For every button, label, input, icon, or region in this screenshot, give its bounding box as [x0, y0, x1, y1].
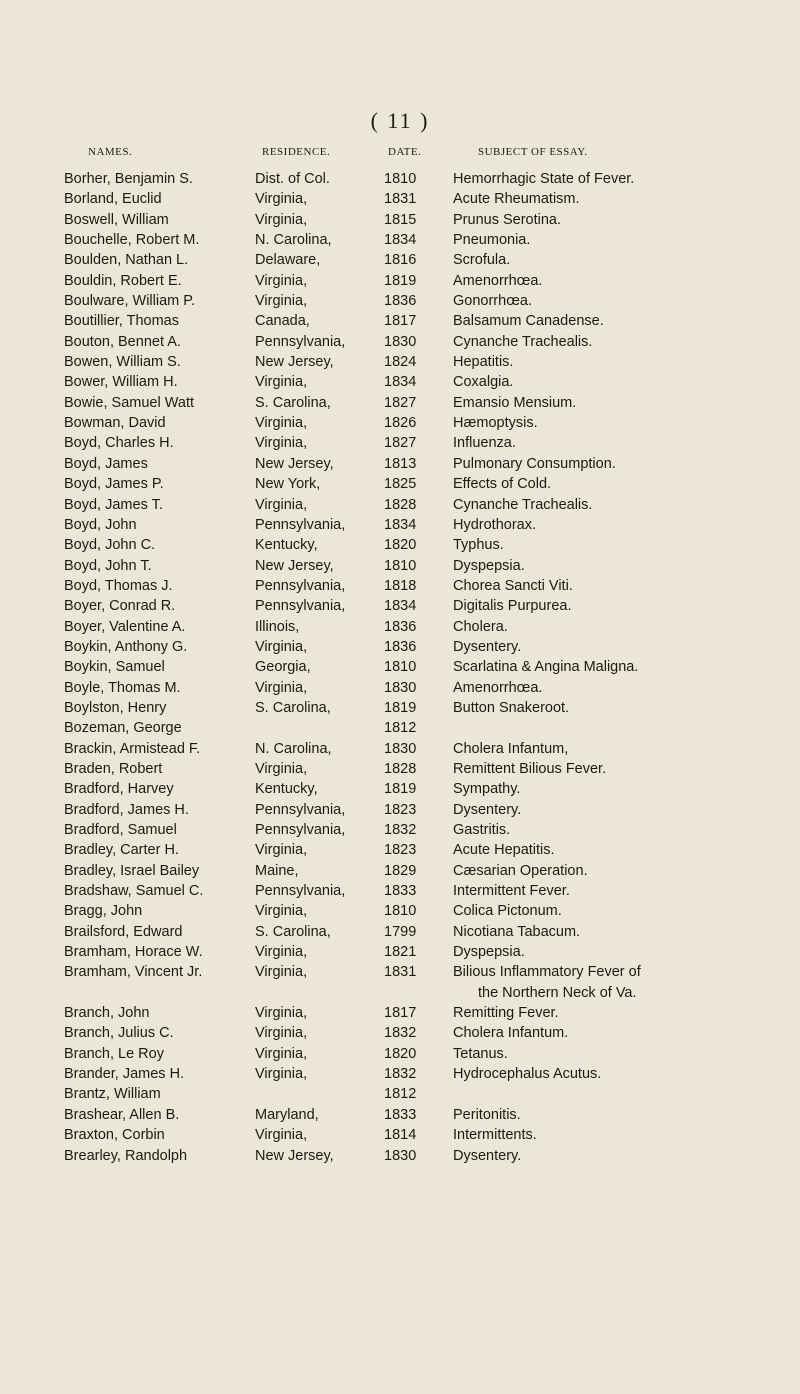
row-residence: Pennsylvania,	[255, 577, 346, 594]
row-name: Boyd, James	[64, 455, 148, 472]
row-name: Branch, Le Roy	[64, 1045, 164, 1062]
table-row	[0, 576, 800, 596]
table-row	[0, 393, 800, 413]
header-names: NAMES.	[88, 146, 133, 158]
row-date: 1832	[384, 1066, 417, 1083]
row-subject: Scarlatina & Angina Maligna.	[453, 659, 639, 676]
row-residence: N. Carolina,	[255, 232, 332, 249]
table-row	[0, 698, 800, 718]
row-residence: Virginia,	[255, 1005, 308, 1022]
row-name: Bradley, Israel Bailey	[64, 862, 200, 879]
row-date: 1831	[384, 191, 417, 208]
row-subject: Bilious Inflammatory Fever of	[453, 964, 641, 981]
row-name: Braden, Robert	[64, 760, 163, 777]
row-date: 1832	[384, 1025, 417, 1042]
row-residence: Virginia,	[255, 435, 308, 452]
row-subject: Cholera Infantum.	[453, 1025, 569, 1042]
row-residence: Kentucky,	[255, 537, 318, 554]
row-subject: Colica Pictonum.	[453, 903, 562, 920]
row-name: Borland, Euclid	[64, 191, 162, 208]
row-subject: Influenza.	[453, 435, 516, 452]
table-row	[0, 454, 800, 474]
row-subject: Typhus.	[453, 537, 504, 554]
table-row	[0, 1125, 800, 1145]
row-name: Boyer, Valentine A.	[64, 618, 186, 635]
row-subject: Hæmoptysis.	[453, 415, 538, 432]
row-residence: Virginia,	[255, 1025, 308, 1042]
table-row	[0, 922, 800, 942]
row-subject: Scrofula.	[453, 252, 511, 269]
row-date: 1828	[384, 760, 417, 777]
table-row	[0, 474, 800, 494]
table-row	[0, 1105, 800, 1125]
row-subject: Gonorrhœa.	[453, 293, 532, 310]
row-date: 1812	[384, 720, 417, 737]
row-residence: Virginia,	[255, 1127, 308, 1144]
table-row	[0, 291, 800, 311]
row-subject: Dyspepsia.	[453, 944, 525, 961]
table-row	[0, 718, 800, 738]
row-date: 1836	[384, 293, 417, 310]
row-subject: Coxalgia.	[453, 374, 514, 391]
row-subject: Balsamum Canadense.	[453, 313, 604, 330]
row-subject: Dyspepsia.	[453, 557, 525, 574]
page-number: ( 11 )	[370, 108, 430, 133]
row-residence: S. Carolina,	[255, 394, 331, 411]
row-subject: Cholera Infantum,	[453, 740, 569, 757]
row-residence: Pennsylvania,	[255, 516, 346, 533]
row-name: Brearley, Randolph	[64, 1147, 188, 1164]
row-name: Braxton, Corbin	[64, 1127, 165, 1144]
row-residence: New Jersey,	[255, 1147, 334, 1164]
row-subject: Intermittents.	[453, 1127, 537, 1144]
table-row	[0, 596, 800, 616]
row-name: Boylston, Henry	[64, 699, 167, 716]
row-date: 1830	[384, 740, 417, 757]
row-name: Bramham, Vincent Jr.	[64, 964, 203, 981]
row-subject: Hemorrhagic State of Fever.	[453, 171, 635, 187]
row-subject: Button Snakeroot.	[453, 699, 570, 716]
table-row	[0, 779, 800, 799]
row-name: Boykin, Anthony G.	[64, 638, 188, 655]
row-date: 1824	[384, 354, 417, 371]
row-residence: N. Carolina,	[255, 740, 332, 757]
row-subject: Digitalis Purpurea.	[453, 598, 572, 615]
row-subject: Intermittent Fever.	[453, 883, 570, 900]
row-subject: Peritonitis.	[453, 1106, 521, 1123]
table-row	[0, 657, 800, 677]
row-date: 1832	[384, 822, 417, 838]
row-residence: Virginia,	[255, 1066, 308, 1083]
row-name: Boyd, James T.	[64, 496, 163, 513]
row-name: Boykin, Samuel	[64, 659, 165, 676]
row-subject: Remitting Fever.	[453, 1005, 559, 1022]
header-residence: RESIDENCE.	[262, 146, 331, 158]
table-row	[0, 901, 800, 921]
table-row	[0, 1084, 800, 1104]
row-subject: Pneumonia.	[453, 232, 531, 249]
row-name: Boutillier, Thomas	[64, 313, 179, 330]
table-row	[0, 759, 800, 779]
row-date: 1823	[384, 801, 417, 818]
row-date: 1810	[384, 659, 417, 676]
table-row	[0, 311, 800, 331]
table-row	[0, 881, 800, 901]
row-name: Bouchelle, Robert M.	[64, 232, 200, 249]
row-date: 1810	[384, 903, 417, 920]
row-date: 1834	[384, 516, 417, 533]
row-name: Boyd, John T.	[64, 557, 152, 574]
row-name: Boulden, Nathan L.	[64, 252, 189, 269]
row-subject: Pulmonary Consumption.	[453, 455, 616, 472]
row-date: 1820	[384, 1045, 417, 1062]
table-row	[0, 800, 800, 820]
row-subject: Dysentery.	[453, 638, 522, 655]
table-row	[0, 1146, 800, 1166]
row-residence: New Jersey,	[255, 557, 334, 574]
row-residence: Maryland,	[255, 1106, 319, 1123]
row-subject: Cynanche Trachealis.	[453, 496, 593, 513]
row-residence: S. Carolina,	[255, 699, 331, 716]
row-residence: Virginia,	[255, 374, 308, 391]
row-residence: Virginia,	[255, 638, 308, 655]
row-residence: Virginia,	[255, 1045, 308, 1062]
row-name: Bramham, Horace W.	[64, 944, 203, 961]
column-headers	[0, 146, 800, 162]
row-subject: Dysentery.	[453, 1147, 522, 1164]
table-row	[0, 210, 800, 230]
row-date: 1826	[384, 415, 417, 432]
row-subject: Hydrothorax.	[453, 516, 537, 533]
row-residence: Virginia,	[255, 679, 308, 696]
table-row	[0, 617, 800, 637]
table-row	[0, 840, 800, 860]
row-date: 1819	[384, 272, 417, 289]
row-date: 1834	[384, 598, 417, 615]
row-date: 1812	[384, 1086, 417, 1103]
row-residence: Pennsylvania,	[255, 883, 346, 900]
row-residence: Kentucky,	[255, 781, 318, 798]
row-subject: Sympathy.	[453, 781, 521, 798]
row-date: 1820	[384, 537, 417, 554]
row-name: Brailsford, Edward	[64, 923, 183, 940]
row-date: 1819	[384, 699, 417, 716]
table-row	[0, 515, 800, 535]
row-name: Boulware, William P.	[64, 293, 196, 310]
header-subject: SUBJECT OF ESSAY.	[478, 146, 588, 158]
row-subject: Chorea Sancti Viti.	[453, 577, 573, 594]
table-row	[0, 535, 800, 555]
row-name: Boyd, James P.	[64, 476, 164, 493]
table-row	[0, 413, 800, 433]
table-row	[0, 271, 800, 291]
row-name: Bouton, Bennet A.	[64, 333, 181, 350]
row-residence: Virginia,	[255, 760, 308, 777]
row-residence: Dist. of Col.	[255, 171, 330, 187]
row-date: 1825	[384, 476, 417, 493]
row-name: Boswell, William	[64, 211, 169, 228]
row-subject: Cynanche Trachealis.	[453, 333, 593, 350]
row-date: 1827	[384, 435, 417, 452]
row-residence: Pennsylvania,	[255, 333, 346, 350]
row-residence: Pennsylvania,	[255, 598, 346, 615]
table-row	[0, 962, 800, 982]
row-subject: Prunus Serotina.	[453, 211, 562, 228]
row-date: 1810	[384, 557, 417, 574]
row-date: 1836	[384, 638, 417, 655]
row-residence: Virginia,	[255, 903, 308, 920]
row-date: 1819	[384, 781, 417, 798]
row-name: Boyd, Thomas J.	[64, 577, 173, 594]
row-subject: Acute Hepatitis.	[453, 842, 555, 859]
row-date: 1830	[384, 679, 417, 696]
row-name: Bozeman, George	[64, 720, 182, 737]
row-residence: S. Carolina,	[255, 923, 331, 940]
row-subject: Remittent Bilious Fever.	[453, 760, 607, 777]
row-date: 1834	[384, 232, 417, 249]
table-row	[0, 352, 800, 372]
row-date: 1818	[384, 577, 417, 594]
row-residence: New Jersey,	[255, 455, 334, 472]
row-residence: New Jersey,	[255, 354, 334, 371]
row-name: Bowie, Samuel Watt	[64, 394, 195, 411]
row-subject: Effects of Cold.	[453, 476, 552, 493]
row-subject: Cæsarian Operation.	[453, 862, 588, 879]
row-subject: Gastritis.	[453, 822, 511, 838]
table-row	[0, 942, 800, 962]
row-residence: Virginia,	[255, 944, 308, 961]
row-name: Bradford, Harvey	[64, 781, 174, 798]
row-date: 1815	[384, 211, 417, 228]
row-subject: Acute Rheumatism.	[453, 191, 580, 208]
row-residence: Virginia,	[255, 415, 308, 432]
row-name: Brantz, William	[64, 1086, 161, 1103]
row-subject: Amenorrhœa.	[453, 272, 543, 289]
row-date: 1828	[384, 496, 417, 513]
table-row	[0, 983, 800, 1003]
table-row	[0, 230, 800, 250]
row-name: Brander, James H.	[64, 1066, 185, 1083]
row-residence: Pennsylvania,	[255, 822, 346, 838]
table-row	[0, 250, 800, 270]
row-residence: New York,	[255, 476, 321, 493]
row-residence: Maine,	[255, 862, 299, 879]
row-name: Branch, John	[64, 1005, 150, 1022]
row-date: 1817	[384, 313, 417, 330]
row-subject: Emansio Mensium.	[453, 394, 577, 411]
table-row	[0, 678, 800, 698]
row-name: Brashear, Allen B.	[64, 1106, 180, 1123]
header-date: DATE.	[388, 146, 422, 158]
row-date: 1833	[384, 1106, 417, 1123]
row-subject: Hydrocephalus Acutus.	[453, 1066, 602, 1083]
row-name: Bradford, James H.	[64, 801, 189, 818]
row-residence: Georgia,	[255, 659, 311, 676]
row-name: Boyd, Charles H.	[64, 435, 174, 452]
row-date: 1830	[384, 1147, 417, 1164]
table-row	[0, 1064, 800, 1084]
row-subject: Cholera.	[453, 618, 508, 635]
row-residence: Virginia,	[255, 496, 308, 513]
row-date: 1831	[384, 964, 417, 981]
row-date: 1823	[384, 842, 417, 859]
row-subject: the Northern Neck of Va.	[478, 984, 637, 1001]
row-date: 1810	[384, 171, 417, 187]
row-name: Boyd, John C.	[64, 537, 156, 554]
row-name: Bower, William H.	[64, 374, 178, 391]
row-date: 1817	[384, 1005, 417, 1022]
row-residence: Virginia,	[255, 293, 308, 310]
table-row	[0, 739, 800, 759]
row-date: 1830	[384, 333, 417, 350]
row-name: Boyd, John	[64, 516, 137, 533]
table-row	[0, 637, 800, 657]
row-name: Bradley, Carter H.	[64, 842, 179, 859]
row-name: Branch, Julius C.	[64, 1025, 174, 1042]
table-row	[0, 861, 800, 881]
table-row	[0, 1023, 800, 1043]
row-subject: Amenorrhœa.	[453, 679, 543, 696]
row-date: 1799	[384, 923, 417, 940]
row-date: 1827	[384, 394, 417, 411]
row-residence: Delaware,	[255, 252, 321, 269]
row-name: Bradford, Samuel	[64, 822, 177, 838]
row-name: Bowen, William S.	[64, 354, 181, 371]
table-row	[0, 169, 800, 189]
row-residence: Illinois,	[255, 618, 300, 635]
table-row	[0, 332, 800, 352]
row-name: Bradshaw, Samuel C.	[64, 883, 204, 900]
row-subject: Nicotiana Tabacum.	[453, 923, 581, 940]
row-residence: Virginia,	[255, 191, 308, 208]
row-date: 1829	[384, 862, 417, 879]
row-date: 1836	[384, 618, 417, 635]
table-row	[0, 556, 800, 576]
row-residence: Virginia,	[255, 964, 308, 981]
row-name: Bowman, David	[64, 415, 166, 432]
row-name: Brackin, Armistead F.	[64, 740, 201, 757]
table-row	[0, 433, 800, 453]
row-name: Boyle, Thomas M.	[64, 679, 181, 696]
table-row	[0, 820, 800, 840]
row-residence: Canada,	[255, 313, 310, 330]
row-residence: Virginia,	[255, 211, 308, 228]
row-subject: Hepatitis.	[453, 354, 514, 371]
row-name: Boyer, Conrad R.	[64, 598, 176, 615]
table-row	[0, 1044, 800, 1064]
row-subject: Dysentery.	[453, 801, 522, 818]
row-date: 1816	[384, 252, 417, 269]
row-name: Borher, Benjamin S.	[64, 171, 193, 187]
row-date: 1813	[384, 455, 417, 472]
row-date: 1833	[384, 883, 417, 900]
row-date: 1834	[384, 374, 417, 391]
row-residence: Virginia,	[255, 272, 308, 289]
row-residence: Pennsylvania,	[255, 801, 346, 818]
table-row	[0, 189, 800, 209]
table-row	[0, 495, 800, 515]
row-date: 1821	[384, 944, 417, 961]
row-date: 1814	[384, 1127, 417, 1144]
table-row	[0, 1003, 800, 1023]
row-residence: Virginia,	[255, 842, 308, 859]
row-subject: Tetanus.	[453, 1045, 508, 1062]
register-table	[0, 169, 800, 1166]
row-name: Bragg, John	[64, 903, 143, 920]
row-name: Bouldin, Robert E.	[64, 272, 182, 289]
table-row	[0, 372, 800, 392]
